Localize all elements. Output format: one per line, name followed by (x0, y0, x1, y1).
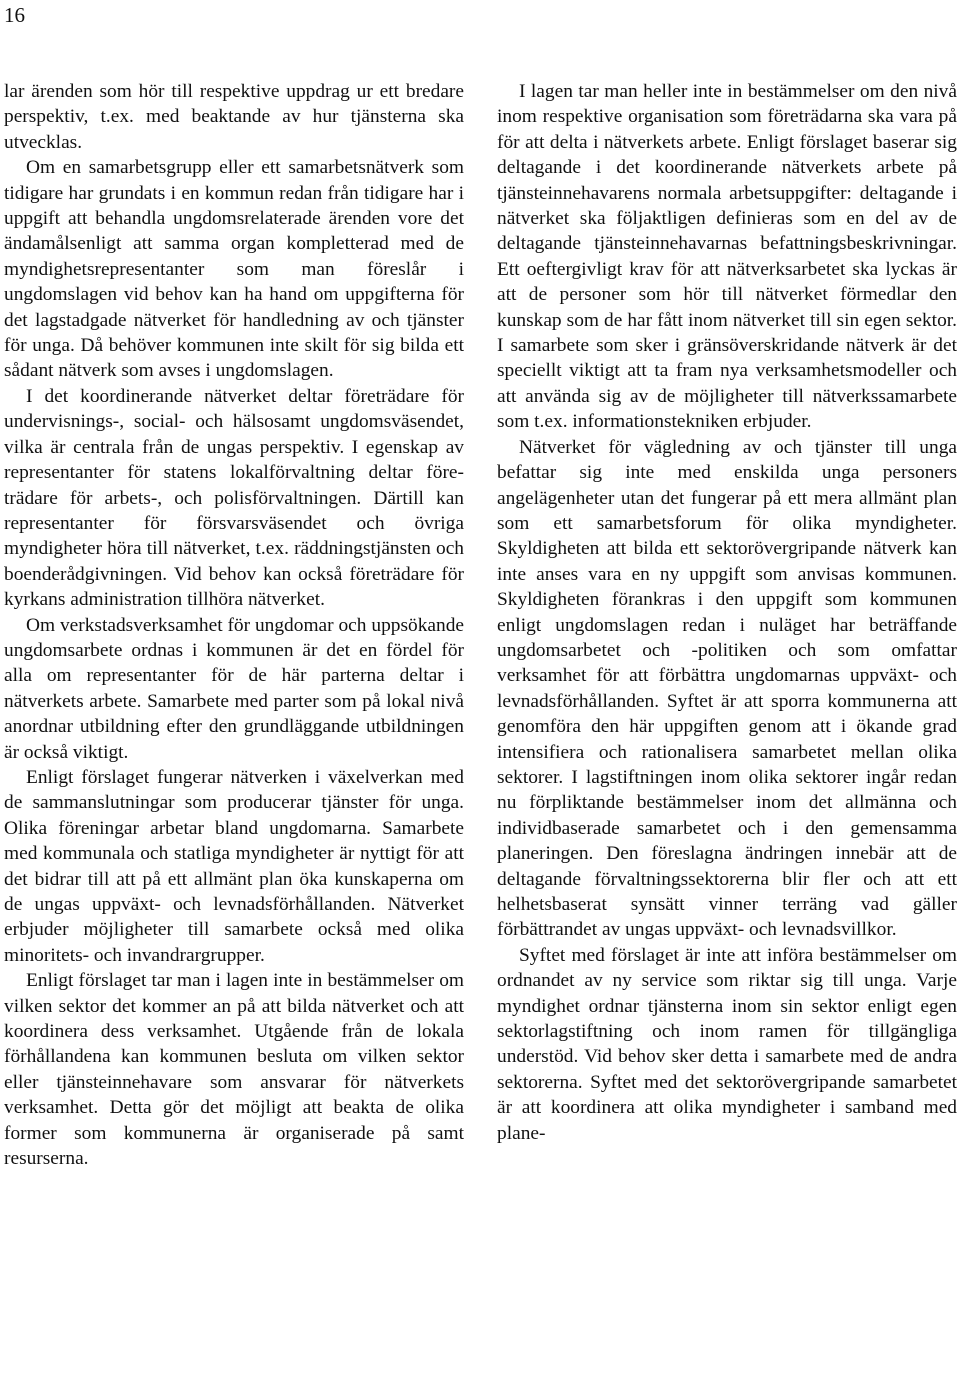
paragraph: Enligt förslaget fungerar nätverken i växelverkan med de sammanslutningar som producerar tjänster för unga. Olika föreningar arbetar bland ungdomarna. Samarbete med kommunala och statliga myndigheter är nyttigt för att det bidrar till att på ett allmänt plan öka kunskaperna om de ungas uppväxt- och levnadsförhållanden. Nätverket erbjuder möjligheter till samarbete också med olika minoritets- och invandrargrupper. (4, 766, 464, 966)
paragraph: I det koordinerande nätverket deltar företrädare för undervisnings-, social- och hälsosamt ungdomsväsendet, vilka är centrala från de ungas perspektiv. I egenskap av representanter för statens lokalförvaltning deltar företrädare för arbets-, och polisförvaltningen. Därtill kan representanter för försvarsväsendet och övriga myndigheter höra till nätverket, t.ex. räddningstjänsten och boenderådgivningen. Vid behov kan också företrädare för kyrkans administration tillhöra nätverket. (4, 385, 464, 611)
paragraph: Om en samarbetsgrupp eller ett samarbetsnätverk som tidigare har grundats i en kommun redan från tidigare har i uppgift att behandla ungdomsrelaterade ärenden vore det ändamålsenligt att samma organ kompletterad med de myndighetsrepresentanter som man föreslår i ungdomslagen vid behov kan ha hand om uppgifterna för det lagstadgade nätverket för handledning av och tjänster för unga. Då behöver kommunen inte skilt för sig bilda ett sådant nätverk som avses i ungdomslagen. (4, 157, 464, 382)
paragraph: Syftet med förslaget är inte att införa bestämmelser om ordnandet av ny service som riktar sig till unga. Varje myndighet ordnar tjänsterna inom sin sektor enligt egen sektorlagstiftning och inom ramen för tillgängliga understöd. Vid behov sker detta i samarbete med de andra sektorerna. Syftet med det sektorövergripande samarbetet är att koordinera att olika myndigheter i samband med plane- (497, 944, 957, 1144)
left-text-column (4, 79, 464, 1171)
paragraph: Enligt förslaget tar man i lagen inte in bestämmelser om vilken sektor det kommer an på att bilda nätverket och att koordinera dess verksamhet. Utgående från de lokala förhållandena kan kommunen besluta om vilken sektor eller tjänsteinnehavare som ansvarar för nätverkets verksamhet. Detta gör det möjligt att beakta de olika former som kommunerna är organiserade på samt resurserna. (4, 970, 464, 1170)
right-text-column (497, 79, 957, 1146)
paragraph: Om verkstadsverksamhet för ungdomar och uppsökande ungdomsarbete ordnas i kommunen är det en fördel för alla om representanter för de här parterna deltar i nätverkets arbete. Samarbete med parter som på lokal nivå anordnar utbildning efter den grundläggande utbildningen är också viktigt. (4, 614, 464, 763)
paragraph: lar ärenden som hör till respektive uppdrag ur ett bredare perspektiv, t.ex. med beaktande av hur tjänsterna ska utvecklas. (4, 81, 464, 153)
paragraph: I lagen tar man heller inte in bestämmelser om den nivå inom respektive organisation som företrädarna ska vara på för att delta i nätverkets arbete. Enligt förslaget baserar sig deltagande i det koordinerande nätverkets arbete på tjänsteinnehavarens normala arbetsuppgifter: deltagande i nätverket ska följaktligen definieras som en del av de deltagande tjänsteinnehavarnas befattningsbeskrivningar. Ett oeftergivligt krav för att nätverksarbetet ska lyckas är att de personer som hör till nätverket förmedlar den kunskap som de har fått inom nätverket till sin egen sektor. I samarbete som sker i gränsöverskridande nätverk är det speciellt viktigt att ta fram nya verksamhetsmodeller och att använda sig av de möjligheter till nätverkssamarbete som t.ex. informationstekniken erbjuder. (497, 81, 957, 433)
paragraph: Nätverket för vägledning av och tjänster till unga befattar sig inte med enskilda unga personers angelägenheter utan det fungerar på ett mera allmänt plan som ett samarbetsforum för olika myndigheter. Skyldigheten att bilda ett sektorövergripande nätverk kan inte anses vara en ny uppgift som anvisas kommunen. Skyldigheten förankras i den uppgift som kommunen enligt ungdomslagen redan i nuläget har beträffande ungdomsarbetet och -politiken och som omfattar verksamhet för att förbättra ungdomarnas uppväxt- och levnadsförhållanden. Syftet är att sporra kommunerna att genomföra den här uppgiften genom att i ökande grad intensifiera och rationalisera samarbetet mellan olika sektorer. I lagstiftningen inom olika sektorer ingår redan nu förpliktande bestämmelser inom det allmänna och individbaserade samarbetet och i den gemensamma planeringen. Den föreslagna ändringen innebär att de deltagande förvaltningssektorerna blir fler och att ett helhetsbaserat synsätt vinner terräng vad gäller förbättrandet av ungas uppväxt- och levnadsvillkor. (497, 436, 957, 941)
page-number: 16 (4, 3, 25, 27)
